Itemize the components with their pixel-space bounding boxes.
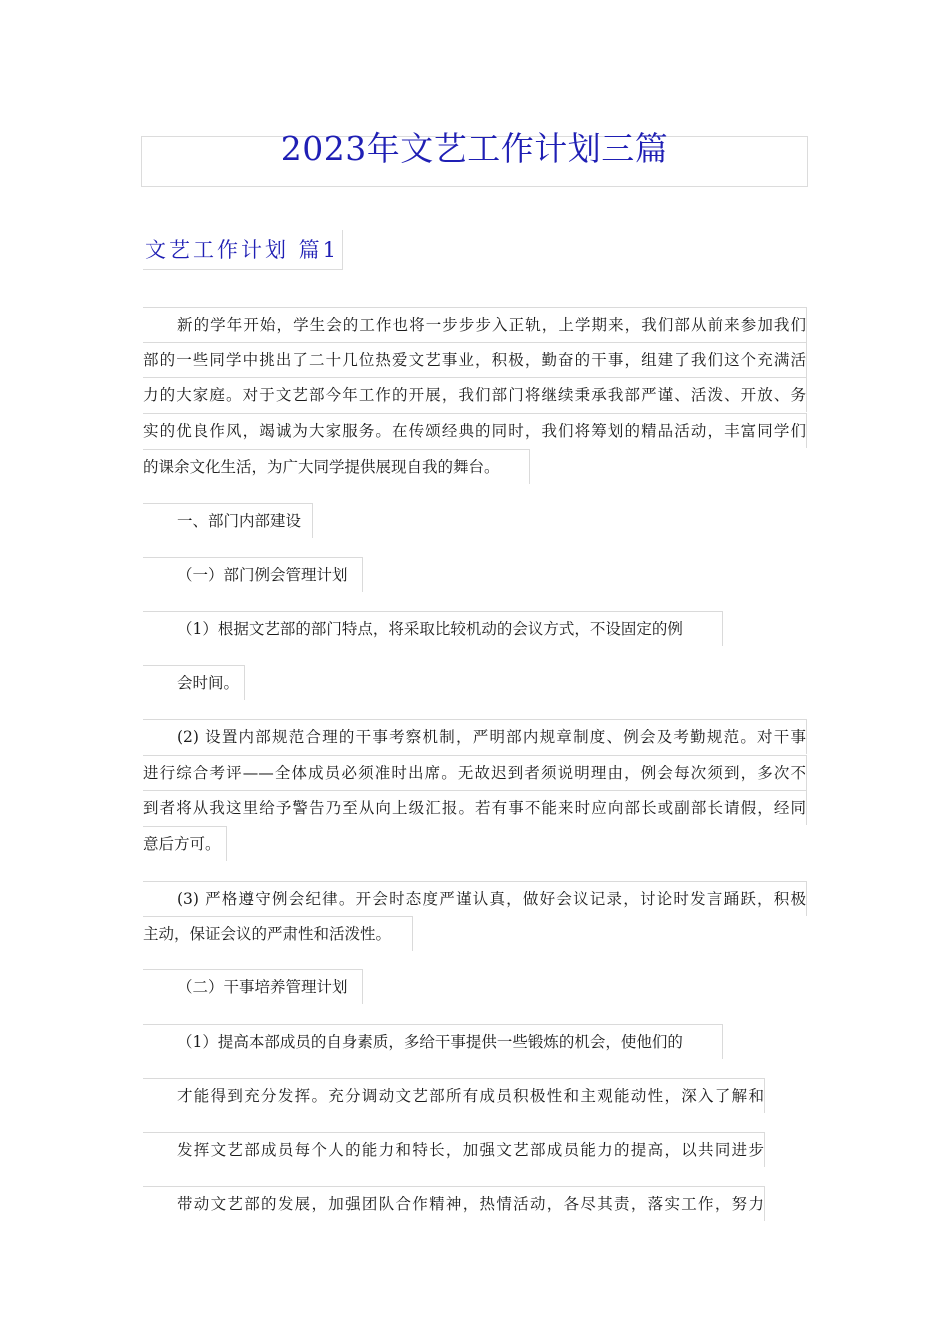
- heading-level-1: 一、部门内部建设: [143, 503, 313, 538]
- paragraph-line: (2) 设置内部规范合理的干事考察机制，严明部内规章制度、例会及考勤规范。对干事: [143, 719, 807, 754]
- paragraph-line: 部的一些同学中挑出了二十几位热爱文艺事业，积极，勤奋的干事，组建了我们这个充满活: [143, 342, 807, 377]
- document-title: 2023年文艺工作计划三篇: [280, 129, 669, 168]
- heading-level-2: （二）干事培养管理计划: [143, 969, 363, 1004]
- paragraph-line: 到者将从我这里给予警告乃至从向上级汇报。若有事不能来时应向部长或副部长请假，经同: [143, 790, 807, 825]
- paragraph-line: (3) 严格遵守例会纪律。开会时态度严谨认真，做好会议记录，讨论时发言踊跃，积极: [143, 881, 807, 916]
- paragraph-line: 主动，保证会议的严肃性和活泼性。: [143, 916, 413, 951]
- paragraph-line: 新的学年开始，学生会的工作也将一步步步入正轨，上学期来，我们部从前来参加我们: [143, 307, 807, 342]
- heading-level-2: （一）部门例会管理计划: [143, 557, 363, 592]
- paragraph-line: 进行综合考评——全体成员必须准时出席。无故迟到者须说明理由，例会每次须到，多次不: [143, 755, 807, 790]
- paragraph-line: 实的优良作风，竭诚为大家服务。在传颂经典的同时，我们将筹划的精品活动，丰富同学们: [143, 413, 807, 448]
- paragraph-line: 的课余文化生活，为广大同学提供展现自我的舞台。: [143, 449, 530, 484]
- paragraph-line: 意后方可。: [143, 826, 227, 861]
- paragraph-line: 发挥文艺部成员每个人的能力和特长，加强文艺部成员能力的提高，以共同进步: [143, 1132, 765, 1167]
- section-heading: 文艺工作计划 篇1: [143, 230, 343, 270]
- paragraph-line: 才能得到充分发挥。充分调动文艺部所有成员积极性和主观能动性，深入了解和: [143, 1078, 765, 1113]
- paragraph-line: 会时间。: [143, 665, 245, 700]
- paragraph-line: （1）根据文艺部的部门特点，将采取比较机动的会议方式，不设固定的例: [143, 611, 723, 646]
- paragraph-line: 力的大家庭。对于文艺部今年工作的开展，我们部门将继续秉承我部严谨、活泼、开放、务: [143, 377, 807, 412]
- paragraph-line: 带动文艺部的发展，加强团队合作精神，热情活动，各尽其责，落实工作，努力: [143, 1186, 765, 1221]
- paragraph-line: （1）提高本部成员的自身素质，多给干事提供一些锻炼的机会，使他们的: [143, 1024, 723, 1059]
